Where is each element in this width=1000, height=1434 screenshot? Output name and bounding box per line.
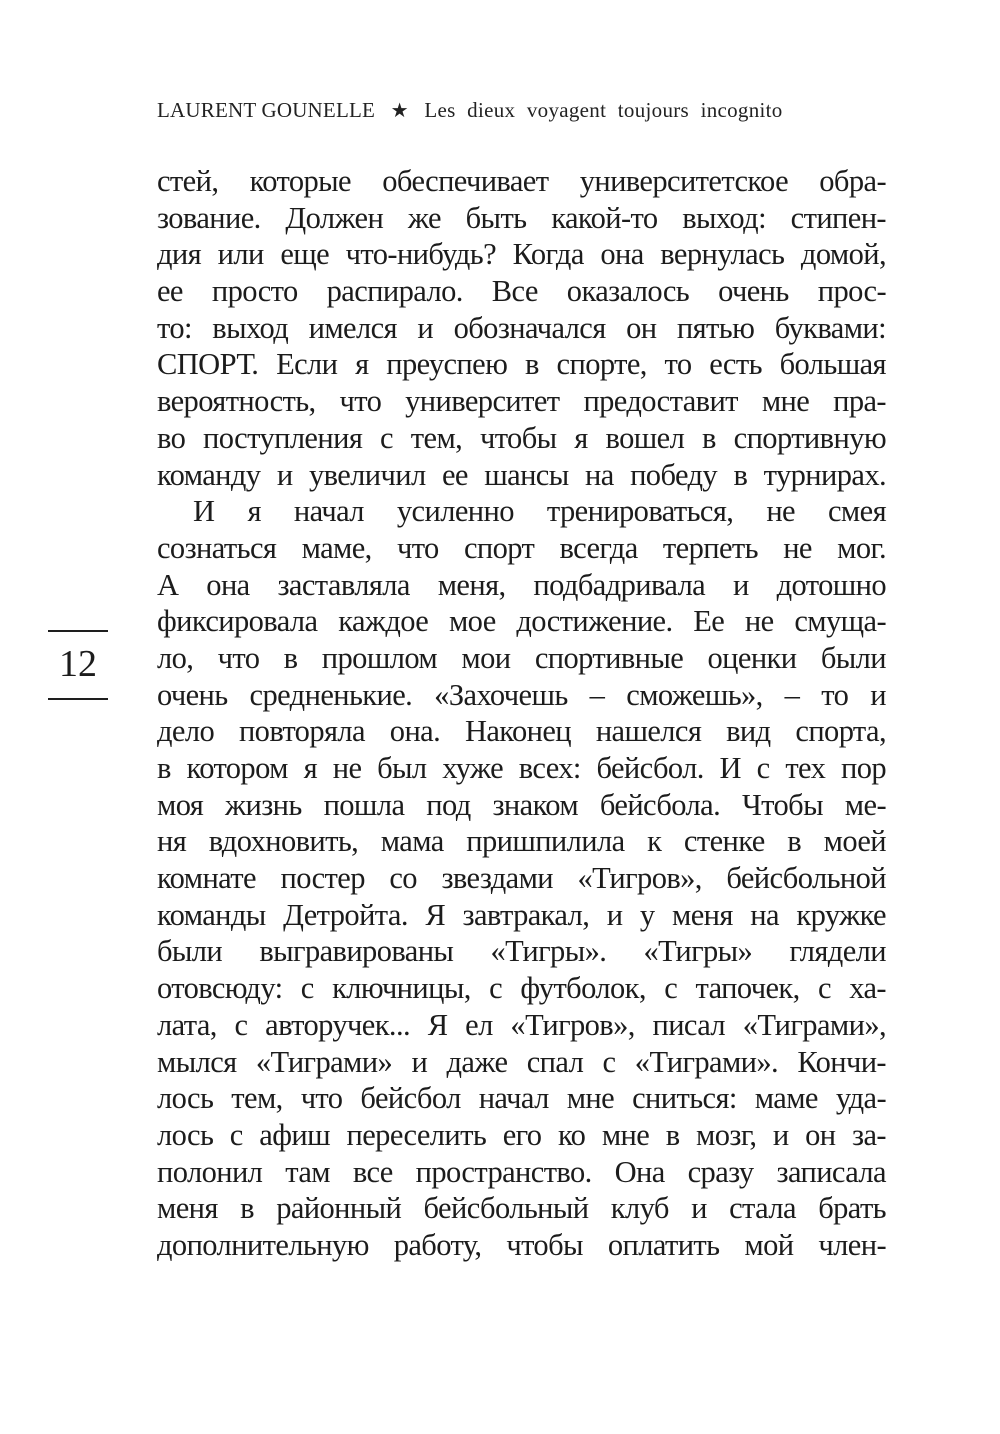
text-line: моя жизнь пошла под знаком бейсбола. Чтобы ме- [157, 787, 886, 822]
text-line: зование. Должен же быть какой-то выход: стипен- [157, 200, 886, 235]
text-line: были выгравированы «Тигры». «Тигры» глядели [157, 934, 886, 969]
text-line: ло, что в прошлом мои спортивные оценки были [157, 640, 886, 675]
text-line: дия или еще что-нибудь? Когда она вернулась домой, [157, 237, 886, 272]
text-line: вероятность, что университет предоставит мне пра- [157, 384, 886, 419]
text-line: ня вдохновить, мама пришпилила к стенке в моей [157, 824, 886, 859]
text-line: во поступления с тем, чтобы я вошел в спортивную [157, 420, 886, 455]
text-line: отовсюду: с ключницы, с футболок, с тапочек, с ха- [157, 971, 886, 1006]
text-line: стей, которые обеспечивает университетское обра- [157, 164, 886, 198]
text-line: сознаться маме, что спорт всегда терпеть не мог. [157, 530, 886, 565]
text-line: команду и увеличил ее шансы на победу в турнирах. [157, 457, 886, 492]
body-text [157, 163, 886, 1264]
text-line: лось тем, что бейсбол начал мне сниться: маме уда- [157, 1081, 886, 1116]
text-line: ее просто распирало. Все оказалось очень прос- [157, 274, 886, 309]
text-line: очень средненькие. «Захочешь – сможешь», – то и [157, 677, 886, 712]
running-head [157, 98, 887, 123]
page-number-rule-top [48, 630, 108, 632]
running-head-author: LAURENT GOUNELLE [157, 98, 376, 122]
text-line: то: выход имелся и обозначался он пятью буквами: [157, 310, 886, 345]
text-line: дополнительную работу, чтобы оплатить мой член- [157, 1227, 886, 1262]
page-number: 12 [59, 643, 97, 685]
text-line: меня в районный бейсбольный клуб и стала брать [157, 1191, 886, 1226]
text-line: в котором я не был хуже всех: бейсбол. И с тех пор [157, 751, 886, 785]
text-line: дело повторяла она. Наконец нашелся вид спорта, [157, 714, 886, 749]
paragraph-start-line: И я начал усиленно тренироваться, не смея [193, 494, 886, 529]
text-line: полонил там все пространство. Она сразу записала [157, 1154, 886, 1189]
page-number-rule-bottom [48, 698, 108, 700]
text-line: А она заставляла меня, подбадривала и дотошно [157, 567, 886, 602]
text-line: лось с афиш переселить его ко мне в мозг, и он за- [157, 1117, 886, 1152]
star-icon: ★ [390, 100, 409, 122]
text-line: СПОРТ. Если я преуспею в спорте, то есть большая [157, 347, 886, 382]
text-line: комнате постер со звездами «Тигров», бейсбольной [157, 861, 886, 896]
text-line: мылся «Тиграми» и даже спал с «Тиграми». Кончи- [157, 1044, 886, 1079]
text-line: лата, с авторучек... Я ел «Тигров», писал «Тиграми», [157, 1007, 886, 1042]
running-head-book-title: Les dieux voyagent toujours incognito [424, 98, 783, 122]
text-line: фиксировала каждое мое достижение. Ее не смуща- [157, 604, 886, 639]
text-line: команды Детройта. Я завтракал, и у меня на кружке [157, 897, 886, 932]
page-number-block [48, 630, 108, 700]
